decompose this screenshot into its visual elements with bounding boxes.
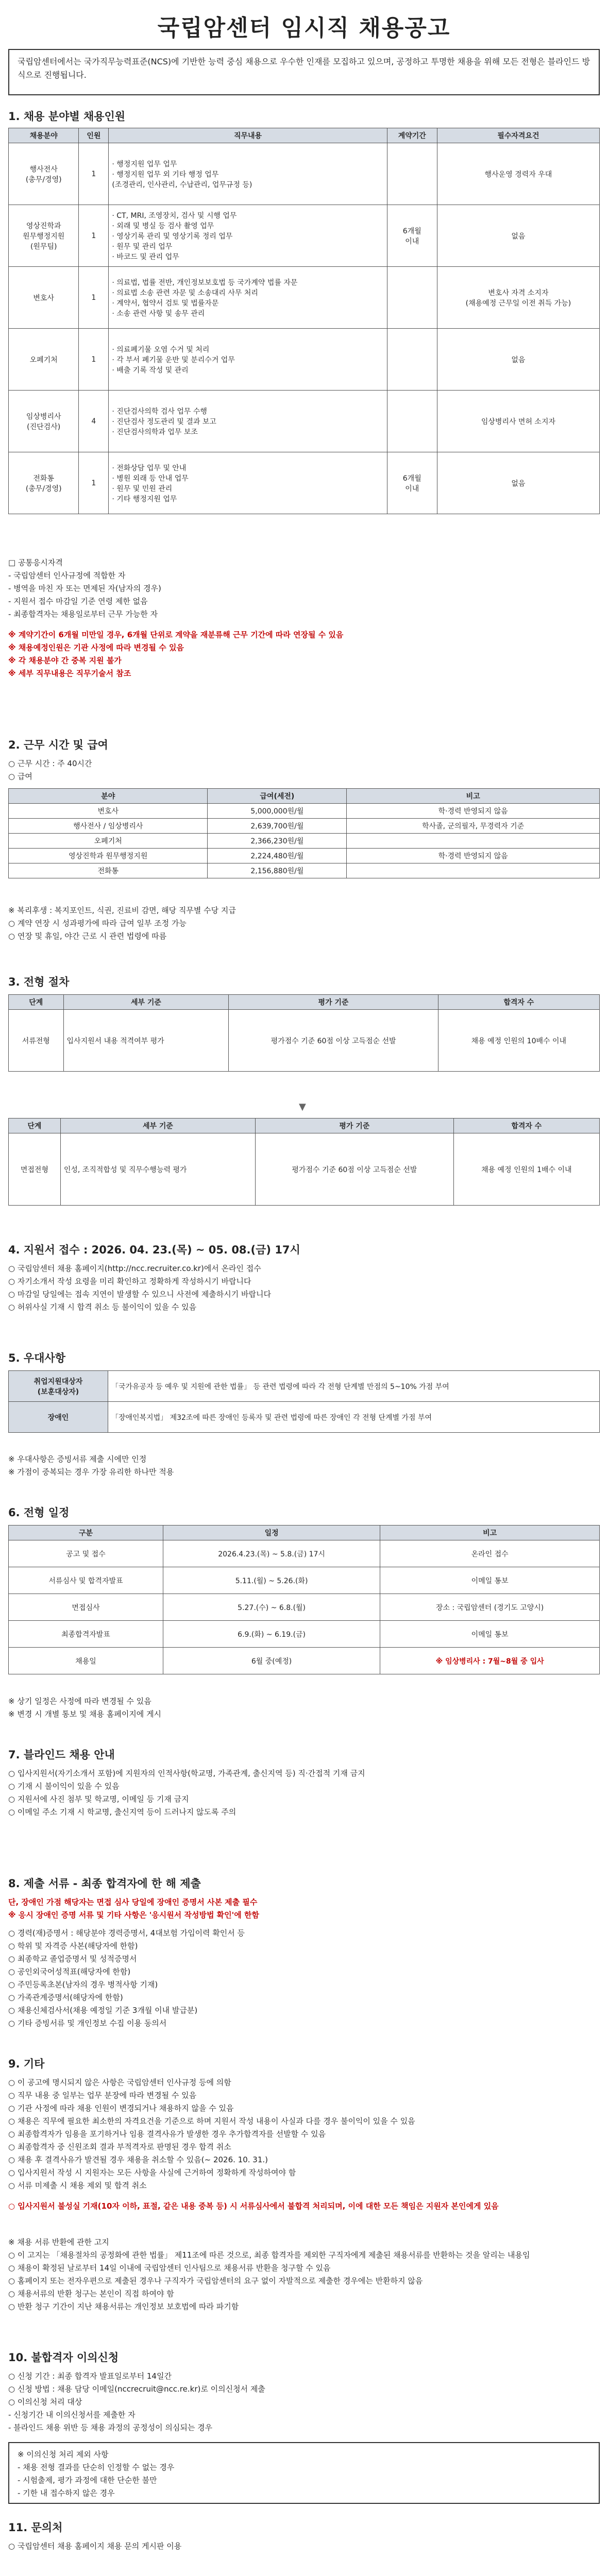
table-cell: 1	[79, 267, 109, 329]
table-cell: 없음	[437, 329, 599, 391]
table-cell: 임상병리사 (진단검사)	[9, 391, 79, 452]
table-row	[9, 1540, 600, 1567]
table-cell: 면접심사	[9, 1594, 163, 1621]
table-cell: 이메일 통보	[380, 1567, 600, 1594]
table-header-row	[9, 789, 600, 804]
table-cell: 서류전형	[9, 1010, 64, 1072]
table-cell: 영상진학과 원무행정지원	[9, 849, 208, 863]
table-cell: 2,366,230원/월	[208, 834, 347, 849]
table-header-cell: 일정	[163, 1526, 380, 1540]
table-cell: ※ 임상병리사 : 7월~8월 중 입사	[380, 1648, 600, 1674]
table-header-cell: 인원	[79, 128, 109, 143]
table-row	[9, 1133, 600, 1206]
section-1-heading: 1. 채용 분야별 채용인원	[8, 110, 126, 123]
preference-table	[8, 1370, 600, 1433]
table-cell	[347, 834, 600, 849]
table-cell: 6개월 이내	[387, 452, 437, 514]
table-header-cell: 세부 기준	[60, 1118, 255, 1133]
table-cell	[387, 391, 437, 452]
table-row	[9, 267, 600, 329]
documents-warning: 단, 장애인 가점 해당자는 면접 심사 당일에 장애인 증명서 사본 제출 필수 ※ 응시 장애인 증명 서류 및 기타 사항은 '응시원서 작성방법 확인'에 한함	[8, 1897, 259, 1920]
table-row	[9, 804, 600, 819]
table-cell: 1	[79, 452, 109, 514]
table-cell: 없음	[437, 205, 599, 267]
table-cell: 입사지원서 내용 적격여부 평가	[63, 1010, 229, 1072]
table-header-cell: 급여(세전)	[208, 789, 347, 804]
table-cell: 인성, 조직적합성 및 직무수행능력 평가	[60, 1133, 255, 1206]
table-cell: 6월 중(예정)	[163, 1648, 380, 1674]
table-header-cell: 세부 기준	[63, 995, 229, 1010]
table-header-cell: 구분	[9, 1526, 163, 1540]
table-cell: 채용 예정 인원의 1배수 이내	[453, 1133, 599, 1206]
table-header-cell: 채용분야	[9, 128, 79, 143]
blind-notes: ○ 입사지원서(자기소개서 포함)에 지원자의 인적사항(학교명, 가족관계, 출신지역 등) 직·간접적 기재 금지 ○ 기재 시 불이익이 있을 수 있음 ○ 지원서에 사진 첨부 및 학교명, 이메일 등 기재 금지 ○ 이메일 주소 기재 시 학교명, 출신지역 등이 드러나지 않도록 주의	[8, 1769, 365, 1817]
table-cell: 행사전사 (총무/경영)	[9, 143, 79, 205]
table-row	[9, 849, 600, 863]
table-header-cell: 비고	[347, 789, 600, 804]
contact-notes: ○ 국립암센터 채용 홈페이지 채용 문의 게시판 이용	[8, 2541, 182, 2551]
table-row	[9, 1648, 600, 1674]
table-cell: 5.11.(월) ~ 5.26.(화)	[163, 1567, 380, 1594]
table-cell: · 진단검사의학 검사 업무 수행 · 진단검사 정도관리 및 결과 보고 · 진단검사의학과 업무 보조	[109, 391, 387, 452]
common-qualifications: □ 공통응시자격 - 국립암센터 인사규정에 적합한 자 - 병역을 마친 자 또는 면제된 자(남자의 경우) - 지원서 접수 마감일 기준 연령 제한 없음 - 최종합격자는 채용일로부터 근무 가능한 자	[8, 558, 161, 619]
schedule-notes: ※ 상기 일정은 사정에 따라 변경될 수 있음 ※ 변경 시 개별 통보 및 채용 홈페이지에 게시	[8, 1697, 162, 1719]
table-cell: 학사졸, 군의필자, 무경력자 기준	[347, 819, 600, 834]
table-header-cell: 비고	[380, 1526, 600, 1540]
table-cell	[387, 267, 437, 329]
section-5-heading: 5. 우대사항	[8, 1352, 66, 1364]
table-header-row	[9, 1118, 600, 1133]
table-row	[9, 452, 600, 514]
table-row	[9, 143, 600, 205]
table-row	[9, 863, 600, 878]
table-cell: · 의료법, 법률 전반, 개인정보보호법 등 국가계약 법률 자문 · 의료법 소송 관련 자문 및 소송대리 사무 처리 · 계약서, 협약서 검토 및 법률자문 · 소송 관련 사항 및 송무 관리	[109, 267, 387, 329]
schedule-table	[8, 1525, 600, 1674]
table-cell: 4	[79, 391, 109, 452]
table-cell: 전화통	[9, 863, 208, 878]
table-cell: 1	[79, 329, 109, 391]
table-cell: 이메일 통보	[380, 1621, 600, 1648]
recruit-table	[8, 128, 600, 514]
table-cell: 2,639,700원/월	[208, 819, 347, 834]
table-header-row	[9, 995, 600, 1010]
table-cell: · 전화상담 업무 및 안내 · 병원 외래 등 안내 업무 · 원무 및 민원 관리 · 기타 행정지원 업무	[109, 452, 387, 514]
table-row	[9, 1567, 600, 1594]
table-cell: 학·경력 반영되지 않음	[347, 804, 600, 819]
documents-list: ○ 경력(재)증명서 : 해당분야 경력증명서, 4대보험 가입이력 확인서 등 ○ 학위 및 자격증 사본(해당자에 한함) ○ 최종학교 졸업증명서 및 성적증명서 ○ 공인외국어성적표(해당자에 한함) ○ 주민등록초본(남자의 경우 병적사항 기재) ○ 가족관계증명서(해당자에 한함) ○ 채용신체검사서(채용 예정일 기준 3개월 이내 발급분) ○ 기타 증빙서류 및 개인정보 수집 이용 동의서	[8, 1928, 245, 2028]
work-hours: ○ 근무 시간 : 주 40시간 ○ 급여	[8, 759, 92, 781]
table-cell: 오페기처	[9, 329, 79, 391]
table-row	[9, 1621, 600, 1648]
table-row	[9, 1594, 600, 1621]
table-cell: 6.9.(화) ~ 6.19.(금)	[163, 1621, 380, 1648]
table-cell	[347, 863, 600, 878]
application-notes: ○ 국립암센터 채용 홈페이지(http://ncc.recruiter.co.kr)에서 온라인 접수 ○ 자기소개서 작성 요령을 미리 확인하고 정확하게 작성하시기 바랍니다 ○ 마감일 당일에는 접속 지연이 발생할 수 있으니 사전에 제출하시기 바랍니다 ○ 허위사실 기재 시 합격 취소 등 불이익이 있을 수 있음	[8, 1264, 271, 1312]
table-cell	[387, 143, 437, 205]
table-header-cell: 평가 기준	[229, 995, 438, 1010]
table-row	[9, 1371, 600, 1402]
table-cell: 없음	[437, 452, 599, 514]
recruit-notes: ※ 계약기간이 6개월 미만일 경우, 6개월 단위로 계약을 재분류해 근무 기간에 따라 연장될 수 있음 ※ 채용예정인원은 기관 사정에 따라 변경될 수 있음 ※ 각 채용분야 간 중복 지원 불가 ※ 세부 직무내용은 직무기술서 참조	[8, 630, 344, 678]
section-4-heading: 4. 지원서 접수 : 2026. 04. 23.(목) ~ 05. 08.(금) 17시	[8, 1244, 300, 1256]
document-return-notice: ※ 채용 서류 반환에 관한 고지 ○ 이 고지는 「채용절차의 공정화에 관한 법률」 제11조에 따른 것으로, 최종 합격자를 제외한 구직자에게 제출된 채용서류를 반환하는 것을 알리는 내용임 ○ 채용이 확정된 날로부터 14일 이내에 국립암센터 인사팀으로 채용서류 반환을 청구할 수 있음 ○ 홈페이지 또는 전자우편으로 제출된 경우나 구직자가 국립암센터의 요구 없이 자발적으로 제출한 경우에는 반환하지 않음 ○ 채용서류의 반환 청구는 본인이 직접 하여야 함 ○ 반환 청구 기간이 지난 채용서류는 개인정보 보호법에 따라 파기함	[8, 2238, 530, 2311]
table-header-cell: 분야	[9, 789, 208, 804]
table-cell: 5.27.(수) ~ 6.8.(월)	[163, 1594, 380, 1621]
table-row	[9, 205, 600, 267]
table-header-cell: 직무내용	[109, 128, 387, 143]
table-cell: 행사운영 경력자 우대	[437, 143, 599, 205]
table-cell: 채용일	[9, 1648, 163, 1674]
table-header-cell: 단계	[9, 1118, 61, 1133]
table-header-cell: 평가 기준	[256, 1118, 454, 1133]
table-cell: 채용 예정 인원의 10배수 이내	[438, 1010, 599, 1072]
table-row	[9, 819, 600, 834]
table-cell: 전화통 (총무/경영)	[9, 452, 79, 514]
table-row	[9, 391, 600, 452]
table-cell: 변호사	[9, 804, 208, 819]
table-cell: 면접전형	[9, 1133, 61, 1206]
table-header-row	[9, 128, 600, 143]
intro-box: 국립암센터에서는 국가직무능력표준(NCS)에 기반한 능력 중심 채용으로 우수한 인재를 모집하고 있으며, 공정하고 투명한 채용을 위해 모든 전형은 블라인드 방식으로 진행됩니다.	[8, 49, 600, 95]
objection-notes: ○ 신청 기간 : 최종 합격자 발표일로부터 14일간 ○ 신청 방법 : 채용 담당 이메일(nccrecruit@ncc.re.kr)로 이의신청서 제출 ○ 이의신청 처리 대상 - 신청기간 내 이의신청서를 제출한 자 - 블라인드 채용 위반 등 채용 과정의 공정성이 의심되는 경우	[8, 2371, 265, 2432]
section-11-heading: 11. 문의처	[8, 2521, 63, 2534]
table-cell: 서류심사 및 합격자발표	[9, 1567, 163, 1594]
screening-table-interview	[8, 1118, 600, 1206]
section-10-heading: 10. 불합격자 이의신청	[8, 2351, 119, 2364]
table-cell: 6개월 이내	[387, 205, 437, 267]
other-warning: ○ 입사지원서 불성실 기재(10자 이하, 표절, 같은 내용 중복 등) 시 서류심사에서 불합격 처리되며, 이에 대한 모든 책임은 지원자 본인에게 있음	[8, 2201, 499, 2211]
table-cell: · 의료폐기물 오염 수거 및 처리 · 각 부서 폐기물 운반 및 분리수거 업무 · 배출 기록 작성 및 관리	[109, 329, 387, 391]
section-9-heading: 9. 기타	[8, 2058, 45, 2070]
section-3-heading: 3. 전형 절차	[8, 976, 70, 988]
table-header-row	[9, 1526, 600, 1540]
section-2-heading: 2. 근무 시간 및 급여	[8, 739, 108, 751]
table-cell: 학·경력 반영되지 않음	[347, 849, 600, 863]
table-cell: 최종합격자발표	[9, 1621, 163, 1648]
table-cell: · CT, MRI, 조영장치, 검사 및 시행 업무 · 외래 및 병실 등 검사 촬영 업무 · 영상기록 관리 및 영상기록 정리 업무 · 원무 및 관리 업무 · 바코드 및 관리 업무	[109, 205, 387, 267]
other-notes: ○ 이 공고에 명시되지 않은 사항은 국립암센터 인사규정 등에 의함 ○ 직무 내용 중 일부는 업무 분장에 따라 변경될 수 있음 ○ 기관 사정에 따라 채용 인원이 변경되거나 채용하지 않을 수 있음 ○ 채용은 직무에 필요한 최소한의 자격요건을 기준으로 하며 지원서 작성 내용이 사실과 다를 경우 불이익이 있을 수 있음 ○ 최종합격자가 임용을 포기하거나 임용 결격사유가 발생한 경우 추가합격자를 선발할 수 있음 ○ 최종합격자 중 신원조회 결과 부적격자로 판명된 경우 합격 취소 ○ 채용 후 결격사유가 발견될 경우 채용을 취소할 수 있음(~ 2026. 10. 31.) ○ 입사지원서 작성 시 지원자는 모든 사항을 사실에 근거하여 정확하게 작성하여야 함 ○ 서류 미제출 시 채용 제외 및 합격 취소	[8, 2078, 415, 2190]
table-header-cell: 합격자 수	[438, 995, 599, 1010]
table-cell: 2,156,880원/월	[208, 863, 347, 878]
table-cell: 5,000,000원/월	[208, 804, 347, 819]
table-cell: 행사전사 / 임상병리사	[9, 819, 208, 834]
table-cell: 평가점수 기준 60점 이상 고득점순 선발	[229, 1010, 438, 1072]
table-cell: 평가점수 기준 60점 이상 고득점순 선발	[256, 1133, 454, 1206]
salary-notes: ※ 복리후생 : 복지포인트, 식권, 진료비 감면, 해당 직무별 수당 지급 ○ 계약 연장 시 성과평가에 따라 급여 일부 조정 가능 ○ 연장 및 휴일, 야간 근로 시 관련 법령에 따름	[8, 906, 236, 941]
section-6-heading: 6. 전형 일정	[8, 1506, 70, 1519]
table-header-cell: 합격자 수	[453, 1118, 599, 1133]
table-cell: 취업지원대상자 (보훈대상자)	[9, 1371, 108, 1402]
table-cell: · 행정지원 업무 업무 · 행정지원 업무 외 기타 행정 업무 (조경관리, 인사관리, 수납관리, 업무규정 등)	[109, 143, 387, 205]
table-cell: 2,224,480원/월	[208, 849, 347, 863]
table-cell: 임상병리사 면허 소지자	[437, 391, 599, 452]
table-cell: 변호사 자격 소지자 (채용예정 근무일 이전 취득 가능)	[437, 267, 599, 329]
table-cell: 「장애인복지법」 제32조에 따른 장애인 등록자 및 관련 법령에 따른 장애인 각 전형 단계별 가점 부여	[108, 1402, 600, 1433]
table-cell	[387, 329, 437, 391]
table-row	[9, 834, 600, 849]
preference-notes: ※ 우대사항은 증빙서류 제출 시에만 인정 ※ 가점이 중복되는 경우 가장 유리한 하나만 적용	[8, 1454, 174, 1477]
table-cell: 「국가유공자 등 예우 및 지원에 관한 법률」 등 관련 법령에 따라 각 전형 단계별 만점의 5~10% 가점 부여	[108, 1371, 600, 1402]
table-header-cell: 필수자격요건	[437, 128, 599, 143]
objection-exclusion-box: ※ 이의신청 처리 제외 사항 - 채용 전형 결과를 단순히 인정할 수 없는 경우 - 시험출제, 평가 과정에 대한 단순한 불만 - 기한 내 접수하지 않은 경우	[8, 2442, 600, 2504]
table-cell: 2026.4.23.(목) ~ 5.8.(금) 17시	[163, 1540, 380, 1567]
table-row	[9, 1010, 600, 1072]
table-cell: 변호사	[9, 267, 79, 329]
table-cell: 온라인 접수	[380, 1540, 600, 1567]
table-cell: 장소 : 국립암센터 (경기도 고양시)	[380, 1594, 600, 1621]
section-8-heading: 8. 제출 서류 - 최종 합격자에 한 해 제출	[8, 1877, 201, 1890]
table-cell: 1	[79, 143, 109, 205]
page-title: 국립암센터 임시직 채용공고	[157, 15, 451, 41]
table-row	[9, 329, 600, 391]
table-cell: 장애인	[9, 1402, 108, 1433]
table-cell: 공고 및 접수	[9, 1540, 163, 1567]
table-header-cell: 계약기간	[387, 128, 437, 143]
table-cell: 오페기처	[9, 834, 208, 849]
table-cell: 영상진학과 원무행정지원 (원무팀)	[9, 205, 79, 267]
table-cell: 1	[79, 205, 109, 267]
table-header-cell: 단계	[9, 995, 64, 1010]
screening-table-document	[8, 994, 600, 1072]
table-row	[9, 1402, 600, 1433]
step-arrow-icon: ▼	[299, 1101, 306, 1112]
section-7-heading: 7. 블라인드 채용 안내	[8, 1749, 115, 1761]
salary-table	[8, 788, 600, 878]
